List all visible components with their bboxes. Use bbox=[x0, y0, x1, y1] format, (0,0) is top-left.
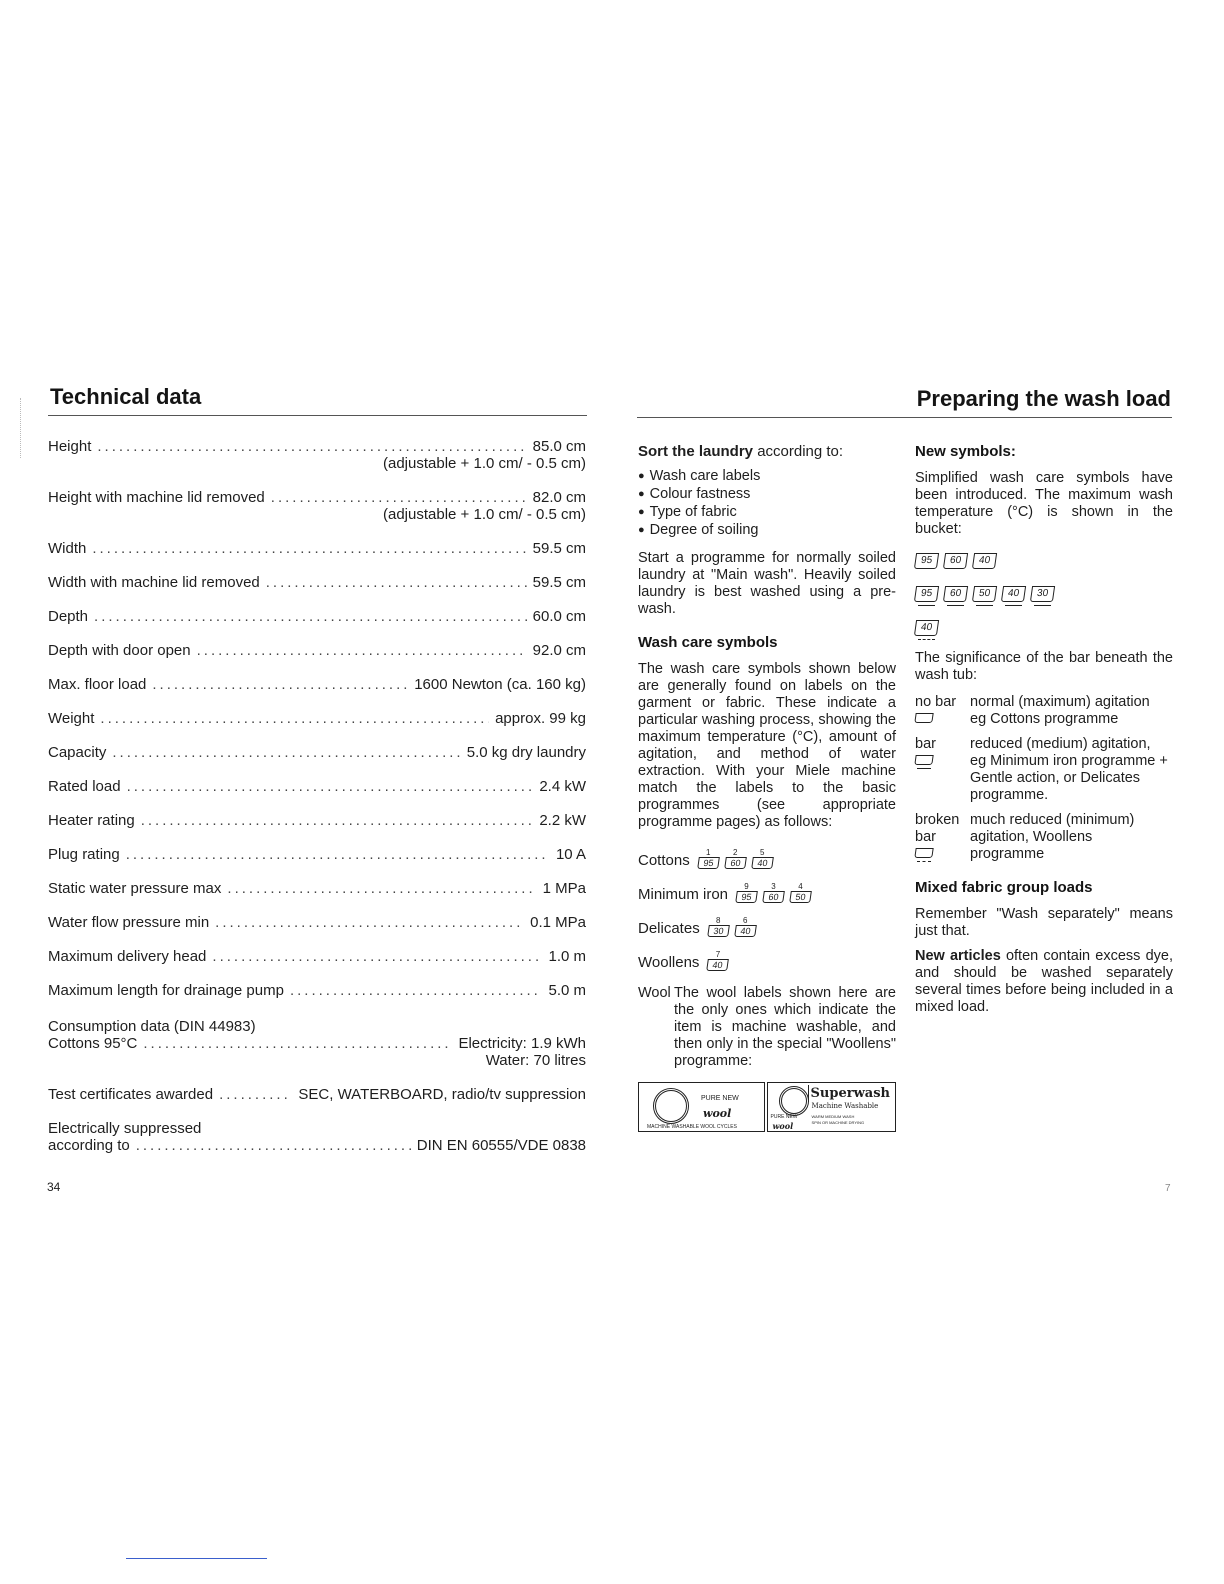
leader-dots bbox=[152, 676, 408, 693]
spec-row bbox=[48, 846, 586, 863]
wash-tub-icon: 60 bbox=[944, 586, 967, 606]
mixed-paragraph: Remember "Wash separately" means just that. bbox=[915, 906, 1173, 939]
wash-tub-icon: 8 30 bbox=[708, 917, 729, 937]
margin-mark bbox=[20, 398, 22, 458]
wash-tub-icon: 7 40 bbox=[707, 951, 728, 971]
spec-label: Plug rating bbox=[48, 846, 120, 863]
spec-label: Water flow pressure min bbox=[48, 914, 210, 931]
wash-care-heading: Wash care symbols bbox=[638, 634, 778, 651]
leader-dots bbox=[219, 1086, 292, 1103]
leader-dots bbox=[136, 1137, 411, 1154]
wash-tub-icon: 95 bbox=[915, 586, 938, 606]
new-symbols-grid bbox=[915, 538, 1173, 640]
wash-tub-icon: 40 bbox=[915, 620, 938, 640]
spec-label: Max. floor load bbox=[48, 676, 147, 693]
bar-legend bbox=[915, 694, 1173, 863]
woolmark-icon bbox=[779, 1086, 809, 1116]
spec-row bbox=[48, 540, 586, 557]
sort-heading-rest: according to: bbox=[757, 443, 844, 460]
programme-label: Delicates bbox=[638, 920, 700, 937]
spec-value: 1600 Newton (ca. 160 kg) bbox=[414, 676, 586, 693]
spec-label: Cottons 95°C bbox=[48, 1035, 138, 1052]
leader-dots bbox=[227, 880, 536, 897]
spec-label: Heater rating bbox=[48, 812, 135, 829]
wool-note bbox=[638, 985, 896, 1070]
wash-tub-icon: 9 95 bbox=[736, 883, 757, 903]
spec-label: Capacity bbox=[48, 744, 107, 761]
legend-key: broken bar bbox=[915, 812, 970, 863]
spec-label: according to bbox=[48, 1137, 130, 1154]
wash-tub-icon: 6 40 bbox=[735, 917, 756, 937]
spec-row bbox=[48, 608, 586, 625]
leader-dots bbox=[266, 574, 527, 591]
spec-label: Width with machine lid removed bbox=[48, 574, 260, 591]
spec-label: Depth with door open bbox=[48, 642, 191, 659]
leader-dots bbox=[215, 914, 524, 931]
legend-key: bar bbox=[915, 736, 970, 804]
wool-logos bbox=[638, 1082, 896, 1132]
spec-value: DIN EN 60555/VDE 0838 bbox=[416, 1137, 586, 1154]
spec-row bbox=[48, 676, 586, 693]
consumption-heading: Consumption data (DIN 44983) bbox=[48, 1018, 256, 1035]
leader-dots bbox=[94, 608, 527, 625]
spec-label: Width bbox=[48, 540, 87, 557]
wash-tub-icon: 3 60 bbox=[763, 883, 784, 903]
spec-value: 5.0 m bbox=[548, 982, 586, 999]
footer-link-underline bbox=[126, 1558, 267, 1559]
pure-new-wool-logo: PURE NEW wool MACHINE WASHABLE WOOL CYCLES bbox=[638, 1082, 765, 1132]
spec-value: 2.2 kW bbox=[539, 812, 586, 829]
spec-note: (adjustable + 1.0 cm/ - 0.5 cm) bbox=[383, 455, 586, 472]
spec-value: SEC, WATERBOARD, radio/tv suppression bbox=[298, 1086, 586, 1103]
leader-dots bbox=[141, 812, 534, 829]
legend-desc: much reduced (minimum) agitation, Woollens programme bbox=[970, 812, 1135, 862]
superwash-logo: Superwash Machine Washable PURE NEW wool WARM MEDIUM WASH SPIN OR MACHINE DRYING bbox=[767, 1082, 896, 1132]
leader-dots bbox=[126, 846, 550, 863]
spec-label: Maximum length for drainage pump bbox=[48, 982, 284, 999]
wash-tub-icon: 30 bbox=[1031, 586, 1054, 606]
leader-dots bbox=[127, 778, 534, 795]
right-column bbox=[915, 443, 1173, 1016]
legend-desc: normal (maximum) agitation eg Cottons programme bbox=[970, 694, 1150, 727]
page-number: 34 bbox=[47, 1180, 61, 1194]
programme-symbol-table bbox=[638, 835, 896, 971]
symbol-row-woollens bbox=[638, 937, 896, 971]
wool-text: The wool labels shown here are the only ones which indicate the item is machine washable, and then only in the special "Woollens" programme: bbox=[674, 985, 896, 1069]
programme-label: Minimum iron bbox=[638, 886, 729, 903]
bar-intro: The significance of the bar beneath the wash tub: bbox=[915, 650, 1173, 683]
spec-value: 0.1 MPa bbox=[530, 914, 586, 931]
spec-label: Maximum delivery head bbox=[48, 948, 207, 965]
list-item: ● Degree of soiling bbox=[638, 522, 896, 540]
programme-label: Cottons bbox=[638, 852, 690, 869]
wash-tub-icon bbox=[915, 713, 933, 723]
spec-row bbox=[48, 642, 586, 659]
list-item: ● Wash care labels bbox=[638, 468, 896, 486]
wash-tub-icon: 50 bbox=[973, 586, 996, 606]
wash-tub-icon: 40 bbox=[1002, 586, 1025, 606]
wash-tub-icon: 4 50 bbox=[790, 883, 811, 903]
leader-dots bbox=[100, 710, 489, 727]
leader-dots bbox=[92, 540, 526, 557]
wash-tub-icon bbox=[915, 848, 933, 862]
spec-row bbox=[48, 812, 586, 829]
middle-column bbox=[638, 443, 896, 1132]
spec-value: Electricity: 1.9 kWh bbox=[458, 1035, 586, 1052]
symbol-row bbox=[915, 606, 1173, 640]
spec-row bbox=[48, 574, 586, 591]
symbol-row-cottons bbox=[638, 835, 896, 869]
spec-value: 59.5 cm bbox=[532, 540, 586, 557]
sort-bullet-list bbox=[638, 468, 896, 540]
spec-row bbox=[48, 1086, 586, 1103]
spec-value: 59.5 cm bbox=[532, 574, 586, 591]
spec-value: 10 A bbox=[555, 846, 586, 863]
spec-note: Water: 70 litres bbox=[485, 1052, 586, 1069]
spec-label: Depth bbox=[48, 608, 89, 625]
spec-row bbox=[48, 744, 586, 761]
spec-label: Test certificates awarded bbox=[48, 1086, 214, 1103]
wash-care-paragraph: The wash care symbols shown below are generally found on labels on the garment or fabric. These indicate a particular washing process, showing the maximum temperature (°C), amount of agitation, and method of water extraction. With your Miele machine match the labels to the basic programmes (see appropriate programme pages) as follows: bbox=[638, 661, 896, 830]
spec-row bbox=[48, 778, 586, 795]
wool-label: Wool bbox=[638, 985, 671, 1001]
spec-value: 85.0 cm bbox=[532, 438, 586, 455]
spec-label: Height bbox=[48, 438, 92, 455]
spec-value: 1.0 m bbox=[548, 948, 586, 965]
spec-value: 92.0 cm bbox=[532, 642, 586, 659]
page-title-preparing-wash-load: Preparing the wash load bbox=[916, 386, 1171, 411]
symbol-row bbox=[915, 572, 1173, 606]
woolmark-icon bbox=[653, 1088, 689, 1124]
list-item: ● Type of fabric bbox=[638, 504, 896, 522]
page-title-technical-data: Technical data bbox=[50, 384, 202, 409]
sort-paragraph: Start a programme for normally soiled laundry at "Main wash". Heavily soiled laundry is best washed using a pre-wash. bbox=[638, 550, 896, 617]
wash-tub-icon: 95 bbox=[915, 553, 938, 572]
spec-row bbox=[48, 710, 586, 727]
title-rule bbox=[637, 417, 1172, 418]
wash-tub-icon bbox=[915, 755, 933, 769]
spec-value: 2.4 kW bbox=[539, 778, 586, 795]
spec-label: Height with machine lid removed bbox=[48, 489, 265, 506]
leader-dots bbox=[143, 1035, 452, 1052]
mixed-heading: Mixed fabric group loads bbox=[915, 879, 1093, 896]
spec-row bbox=[48, 948, 586, 965]
wash-tub-icon: 1 95 bbox=[698, 849, 719, 869]
symbol-row-minimum-iron bbox=[638, 869, 896, 903]
list-item: ● Colour fastness bbox=[638, 486, 896, 504]
sort-section bbox=[638, 443, 896, 618]
spec-row bbox=[48, 982, 586, 999]
wash-tub-icon: 60 bbox=[944, 553, 967, 572]
symbol-row bbox=[915, 538, 1173, 572]
title-rule bbox=[48, 415, 587, 416]
sort-heading: Sort the laundry bbox=[638, 443, 754, 460]
leader-dots bbox=[197, 642, 527, 659]
new-symbols-heading: New symbols: bbox=[915, 443, 1016, 460]
spec-row bbox=[48, 438, 586, 472]
leader-dots bbox=[112, 744, 460, 761]
spec-value: 82.0 cm bbox=[532, 489, 586, 506]
spec-label: Rated load bbox=[48, 778, 121, 795]
spec-note: (adjustable + 1.0 cm/ - 0.5 cm) bbox=[383, 506, 586, 523]
wash-tub-icon: 5 40 bbox=[752, 849, 773, 869]
spec-label: Weight bbox=[48, 710, 95, 727]
spec-row bbox=[48, 880, 586, 897]
suppression-block bbox=[48, 1120, 586, 1154]
spec-value: 1 MPa bbox=[542, 880, 586, 897]
consumption-block bbox=[48, 1018, 586, 1069]
programme-label: Woollens bbox=[638, 954, 700, 971]
suppression-line: Electrically suppressed bbox=[48, 1120, 202, 1137]
spec-label: Static water pressure max bbox=[48, 880, 222, 897]
spec-value: approx. 99 kg bbox=[495, 710, 586, 727]
legend-desc: reduced (medium) agitation, eg Minimum iron programme + Gentle action, or Delicates programme. bbox=[970, 736, 1168, 803]
wash-tub-icon: 40 bbox=[973, 553, 996, 572]
spec-value: 5.0 kg dry laundry bbox=[466, 744, 586, 761]
page-number: 7 bbox=[1165, 1183, 1171, 1194]
spec-row bbox=[48, 914, 586, 931]
leader-dots bbox=[290, 982, 543, 999]
leader-dots bbox=[271, 489, 527, 506]
new-symbols-paragraph: Simplified wash care symbols have been introduced. The maximum wash temperature (°C) is shown in the bucket: bbox=[915, 470, 1173, 537]
wash-tub-icon: 2 60 bbox=[725, 849, 746, 869]
leader-dots bbox=[212, 948, 542, 965]
leader-dots bbox=[97, 438, 526, 455]
legend-key: no bar bbox=[915, 694, 970, 728]
symbol-row-delicates bbox=[638, 903, 896, 937]
spec-value: 60.0 cm bbox=[532, 608, 586, 625]
new-articles-paragraph: New articles often contain excess dye, and should be washed separately several times before being included in a mixed load. bbox=[915, 948, 1173, 1015]
spec-row bbox=[48, 489, 586, 523]
